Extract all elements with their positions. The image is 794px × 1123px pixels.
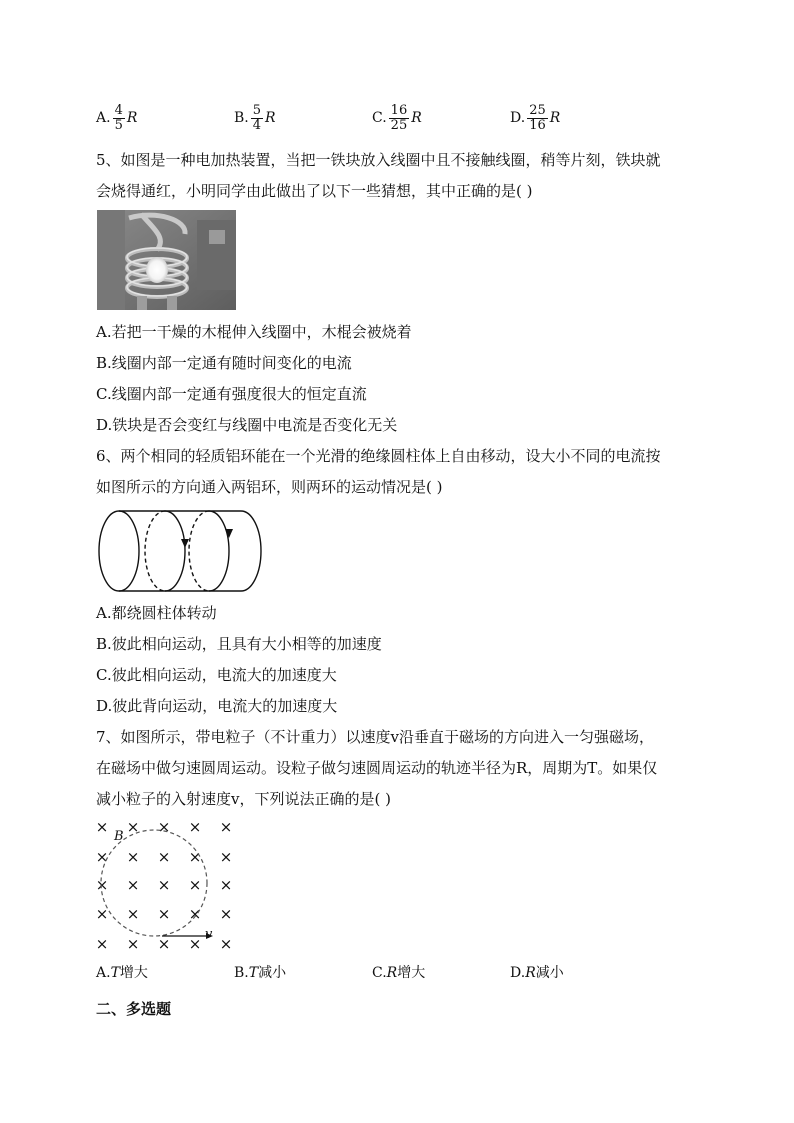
field-cross-mark: ×	[126, 905, 140, 923]
fraction	[527, 104, 548, 133]
fraction	[251, 104, 263, 133]
option-text: 增大	[119, 965, 148, 981]
q6-option-c: C.彼此相向运动，电流大的加速度大	[96, 666, 337, 684]
field-cross-mark: ×	[157, 935, 171, 953]
field-cross-mark: ×	[157, 876, 171, 894]
fraction-denominator: 4	[252, 117, 262, 133]
q7-option-c	[372, 963, 425, 983]
fraction-denominator: 16	[529, 117, 546, 133]
field-cross-mark: ×	[126, 848, 140, 866]
q6-option-d: D.彼此背向运动，电流大的加速度大	[96, 697, 338, 715]
fraction-numerator: 25	[529, 102, 546, 118]
option-letter: A.	[96, 965, 111, 981]
q4-option-a	[96, 98, 137, 138]
q4-option-d	[510, 98, 560, 138]
field-cross-mark: ×	[95, 876, 109, 894]
field-cross-mark: ×	[126, 818, 140, 836]
magnetic-field-diagram	[92, 815, 242, 955]
field-cross-mark: ×	[188, 848, 202, 866]
option-letter: A.	[96, 110, 111, 126]
option-text: 增大	[397, 965, 426, 981]
q5-option-a: A.若把一干燥的木棍伸入线圈中，木棍会被烧着	[96, 323, 412, 341]
q4-option-b	[234, 98, 276, 138]
field-cross-mark: ×	[157, 848, 171, 866]
q5-option-b: B.线圈内部一定通有随时间变化的电流	[96, 354, 352, 372]
field-cross-mark: ×	[95, 935, 109, 953]
fraction-denominator: 25	[390, 117, 408, 133]
option-letter: B.	[234, 110, 249, 126]
variable: R	[549, 110, 561, 126]
cylinder-rings-diagram	[97, 507, 267, 595]
fraction	[113, 104, 125, 133]
option-text: 减小	[258, 965, 287, 981]
q7-stem-line1: 7、如图所示，带电粒子（不计重力）以速度v沿垂直于磁场的方向进入一匀强磁场，	[96, 728, 655, 746]
field-cross-mark: ×	[157, 818, 171, 836]
fraction-numerator: 16	[390, 102, 408, 118]
option-text: 减小	[535, 965, 564, 981]
velocity-label: v	[205, 927, 213, 942]
field-cross-mark: ×	[95, 818, 109, 836]
variable: R	[411, 110, 422, 126]
q7-option-a	[96, 963, 148, 983]
heating-coil-photo	[97, 210, 236, 310]
field-cross-mark: ×	[219, 848, 233, 866]
field-cross-mark: ×	[219, 935, 233, 953]
field-cross-mark: ×	[126, 935, 140, 953]
field-cross-mark: ×	[219, 905, 233, 923]
field-cross-mark: ×	[188, 876, 202, 894]
q4-option-c	[372, 98, 422, 138]
q5-stem-line1: 5、如图是一种电加热装置，当把一铁块放入线圈中且不接触线圈，稍等片刻，铁块就	[96, 151, 661, 169]
field-cross-mark: ×	[157, 905, 171, 923]
field-cross-mark: ×	[188, 818, 202, 836]
fraction-numerator: 5	[252, 102, 262, 118]
field-cross-mark: ×	[188, 935, 202, 953]
variable: T	[248, 965, 259, 981]
field-cross-mark: ×	[126, 876, 140, 894]
field-cross-mark: ×	[95, 848, 109, 866]
variable: R	[525, 965, 536, 981]
q5-option-c: C.线圈内部一定通有强度很大的恒定直流	[96, 385, 367, 403]
q7-option-d	[510, 963, 564, 983]
section-heading: 二、多选题	[96, 1000, 172, 1018]
option-letter: C.	[372, 110, 387, 126]
fraction-denominator: 5	[114, 117, 123, 133]
variable: R	[265, 110, 276, 126]
fraction	[389, 104, 410, 133]
variable: T	[110, 965, 120, 981]
q7-stem-line3: 减小粒子的入射速度v，下列说法正确的是( )	[96, 790, 391, 808]
q5-option-d: D.铁块是否会变红与线圈中电流是否变化无关	[96, 416, 398, 434]
q6-option-b: B.彼此相向运动，且具有大小相等的加速度	[96, 635, 382, 653]
q7-stem-line2: 在磁场中做匀速圆周运动。设粒子做匀速圆周运动的轨迹半径为R，周期为T。如果仅	[96, 759, 658, 777]
option-letter: D.	[510, 965, 526, 981]
option-letter: C.	[372, 965, 387, 981]
option-letter: D.	[510, 110, 526, 126]
option-letter: B.	[234, 965, 249, 981]
q7-option-b	[234, 963, 286, 983]
q6-stem-line2: 如图所示的方向通入两铝环，则两环的运动情况是( )	[96, 478, 443, 496]
field-cross-mark: ×	[95, 905, 109, 923]
field-label-b: B	[114, 829, 124, 844]
q6-stem-line1: 6、两个相同的轻质铝环能在一个光滑的绝缘圆柱体上自由移动，设大小不同的电流按	[96, 447, 661, 465]
field-cross-mark: ×	[219, 818, 233, 836]
q6-option-a: A.都绕圆柱体转动	[96, 604, 217, 622]
field-cross-mark: ×	[188, 905, 202, 923]
variable: R	[386, 965, 398, 981]
variable: R	[126, 110, 138, 126]
q5-stem-line2: 会烧得通红，小明同学由此做出了以下一些猜想，其中正确的是( )	[96, 182, 533, 200]
field-cross-mark: ×	[219, 876, 233, 894]
fraction-numerator: 4	[114, 102, 123, 118]
